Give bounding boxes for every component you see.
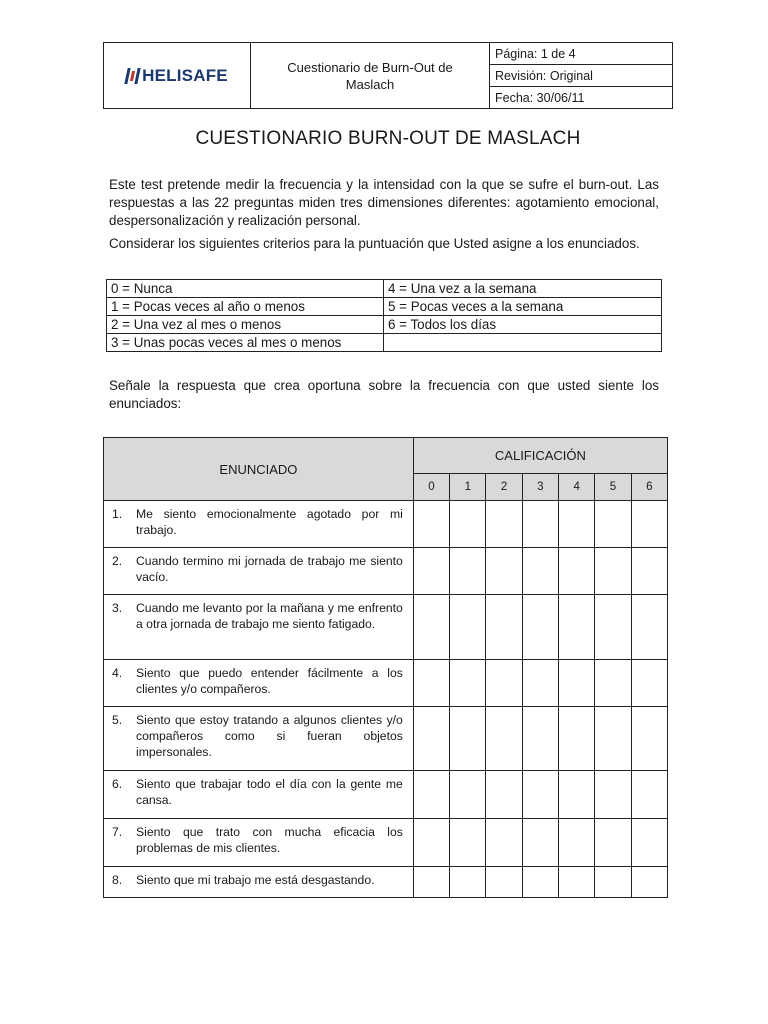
- table-row: [104, 548, 668, 595]
- rating-cell-4[interactable]: [559, 867, 595, 898]
- statement: [112, 506, 403, 538]
- statement-cell: [104, 819, 414, 867]
- question-text: Siento que trato con mucha eficacia los problemas de mis clientes.: [136, 825, 403, 855]
- table-row: [104, 501, 668, 548]
- instruction-paragraph: Señale la respuesta que crea oportuna sobre la frecuencia con que usted siente los enunciados:: [109, 378, 659, 411]
- statement-cell: [104, 660, 414, 707]
- question-text: Cuando termino mi jornada de trabajo me siento vacío.: [136, 554, 403, 584]
- page-title: CUESTIONARIO BURN-OUT DE MASLACH: [195, 128, 581, 149]
- table-row: [104, 707, 668, 771]
- statement: [112, 665, 403, 697]
- rating-cell-0[interactable]: [413, 595, 449, 660]
- rating-cell-5[interactable]: [595, 867, 631, 898]
- rating-cell-2[interactable]: [486, 707, 522, 771]
- rating-cell-3[interactable]: [522, 660, 558, 707]
- criteria-row: [107, 280, 662, 298]
- statement-cell: [104, 548, 414, 595]
- rating-cell-0[interactable]: [413, 548, 449, 595]
- statement: [112, 600, 403, 632]
- rating-cell-6[interactable]: [631, 595, 667, 660]
- intro-paragraph: Este test pretende medir la frecuencia y la intensidad con la que se sufre el burn-out. Las respuestas a las 22 preguntas miden tres dimensiones diferentes: agotamiento emocional, despersonalización y realización personal.: [109, 177, 659, 228]
- rating-cell-3[interactable]: [522, 819, 558, 867]
- rating-cell-0[interactable]: [413, 867, 449, 898]
- criteria-intro: Considerar los siguientes criterios para la puntuación que Usted asigne a los enunciados.: [109, 236, 640, 251]
- rating-cell-5[interactable]: [595, 548, 631, 595]
- scale-header-2: 2: [486, 473, 522, 500]
- table-row: [104, 771, 668, 819]
- rating-cell-4[interactable]: [559, 501, 595, 548]
- document-header: [103, 42, 673, 109]
- scale-header-3: 3: [522, 473, 558, 500]
- statement: [112, 776, 403, 808]
- statement: [112, 872, 403, 888]
- rating-cell-4[interactable]: [559, 595, 595, 660]
- criteria-cell: 6 = Todos los días: [384, 316, 662, 334]
- header-doc-name: Cuestionario de Burn-Out de Maslach: [251, 43, 490, 108]
- rating-cell-4[interactable]: [559, 819, 595, 867]
- rating-cell-4[interactable]: [559, 548, 595, 595]
- rating-cell-2[interactable]: [486, 660, 522, 707]
- rating-cell-1[interactable]: [450, 819, 486, 867]
- helisafe-logo: [126, 66, 228, 86]
- rating-cell-6[interactable]: [631, 771, 667, 819]
- table-row: [104, 595, 668, 660]
- statement: [112, 553, 403, 585]
- question-number: 8.: [112, 873, 123, 887]
- rating-cell-4[interactable]: [559, 707, 595, 771]
- rating-cell-1[interactable]: [450, 771, 486, 819]
- scale-header-0: 0: [413, 473, 449, 500]
- page-number: Página: 1 de 4: [490, 43, 672, 65]
- question-number: 4.: [112, 666, 123, 680]
- question-number: 7.: [112, 825, 123, 839]
- statement-cell: [104, 771, 414, 819]
- logo-cell: [104, 43, 251, 108]
- rating-cell-0[interactable]: [413, 660, 449, 707]
- rating-cell-2[interactable]: [486, 501, 522, 548]
- rating-cell-3[interactable]: [522, 595, 558, 660]
- rating-cell-0[interactable]: [413, 819, 449, 867]
- scale-header-4: 4: [559, 473, 595, 500]
- question-text: Siento que puedo entender fácilmente a los clientes y/o compañeros.: [136, 666, 403, 696]
- rating-cell-6[interactable]: [631, 707, 667, 771]
- rating-cell-5[interactable]: [595, 819, 631, 867]
- rating-cell-2[interactable]: [486, 548, 522, 595]
- logo-text: HELISAFE: [142, 65, 228, 85]
- question-text: Me siento emocionalmente agotado por mi trabajo.: [136, 507, 403, 537]
- rating-cell-2[interactable]: [486, 819, 522, 867]
- scale-header-1: 1: [450, 473, 486, 500]
- rating-header: CALIFICACIÓN: [413, 438, 667, 474]
- question-number: 5.: [112, 713, 123, 727]
- criteria-cell: 1 = Pocas veces al año o menos: [107, 298, 384, 316]
- statement-cell: [104, 867, 414, 898]
- rating-cell-2[interactable]: [486, 867, 522, 898]
- rating-cell-2[interactable]: [486, 771, 522, 819]
- rating-cell-0[interactable]: [413, 771, 449, 819]
- header-meta: [490, 43, 672, 108]
- criteria-cell: 3 = Unas pocas veces al mes o menos: [107, 334, 384, 352]
- rating-cell-6[interactable]: [631, 501, 667, 548]
- question-text: Siento que mi trabajo me está desgastando.: [136, 873, 375, 887]
- criteria-cell: 5 = Pocas veces a la semana: [384, 298, 662, 316]
- rating-cell-1[interactable]: [450, 501, 486, 548]
- rating-cell-1[interactable]: [450, 660, 486, 707]
- criteria-cell: 4 = Una vez a la semana: [384, 280, 662, 298]
- statement: [112, 824, 403, 856]
- table-row: [104, 867, 668, 898]
- rating-cell-5[interactable]: [595, 660, 631, 707]
- criteria-row: [107, 298, 662, 316]
- statement-header: ENUNCIADO: [104, 438, 414, 501]
- statement: [112, 712, 403, 760]
- rating-cell-3[interactable]: [522, 501, 558, 548]
- rating-cell-1[interactable]: [450, 548, 486, 595]
- question-number: 3.: [112, 601, 123, 615]
- statement-cell: [104, 501, 414, 548]
- table-row: [104, 660, 668, 707]
- rating-cell-4[interactable]: [559, 771, 595, 819]
- scale-header-5: 5: [595, 473, 631, 500]
- rating-cell-4[interactable]: [559, 660, 595, 707]
- revision: Revisión: Original: [490, 65, 672, 87]
- date: Fecha: 30/06/11: [495, 90, 585, 105]
- criteria-table: [106, 279, 662, 352]
- question-number: 2.: [112, 554, 123, 568]
- rating-cell-1[interactable]: [450, 595, 486, 660]
- criteria-row: [107, 316, 662, 334]
- rating-cell-6[interactable]: [631, 819, 667, 867]
- rating-cell-3[interactable]: [522, 707, 558, 771]
- rating-cell-6[interactable]: [631, 660, 667, 707]
- rating-cell-0[interactable]: [413, 501, 449, 548]
- rating-cell-5[interactable]: [595, 501, 631, 548]
- rating-cell-6[interactable]: [631, 548, 667, 595]
- rating-cell-3[interactable]: [522, 867, 558, 898]
- rating-cell-5[interactable]: [595, 595, 631, 660]
- table-row: [104, 819, 668, 867]
- question-number: 1.: [112, 507, 123, 521]
- rating-cell-2[interactable]: [486, 595, 522, 660]
- criteria-cell: 0 = Nunca: [107, 280, 384, 298]
- logo-mark-icon: [126, 68, 139, 84]
- question-text: Siento que trabajar todo el día con la gente me cansa.: [136, 777, 403, 807]
- rating-cell-6[interactable]: [631, 867, 667, 898]
- rating-cell-3[interactable]: [522, 771, 558, 819]
- rating-cell-5[interactable]: [595, 707, 631, 771]
- criteria-cell: [384, 334, 662, 352]
- statement-cell: [104, 595, 414, 660]
- rating-cell-0[interactable]: [413, 707, 449, 771]
- question-text: Cuando me levanto por la mañana y me enfrento a otra jornada de trabajo me siento fatigado.: [136, 601, 403, 631]
- question-text: Siento que estoy tratando a algunos clientes y/o compañeros como si fueran objetos impersonales.: [136, 713, 403, 759]
- questionnaire-table: [103, 437, 668, 898]
- criteria-row: [107, 334, 662, 352]
- statement-cell: [104, 707, 414, 771]
- scale-header-6: 6: [631, 473, 667, 500]
- rating-cell-1[interactable]: [450, 707, 486, 771]
- rating-cell-1[interactable]: [450, 867, 486, 898]
- rating-cell-5[interactable]: [595, 771, 631, 819]
- question-number: 6.: [112, 777, 123, 791]
- criteria-cell: 2 = Una vez al mes o menos: [107, 316, 384, 334]
- rating-cell-3[interactable]: [522, 548, 558, 595]
